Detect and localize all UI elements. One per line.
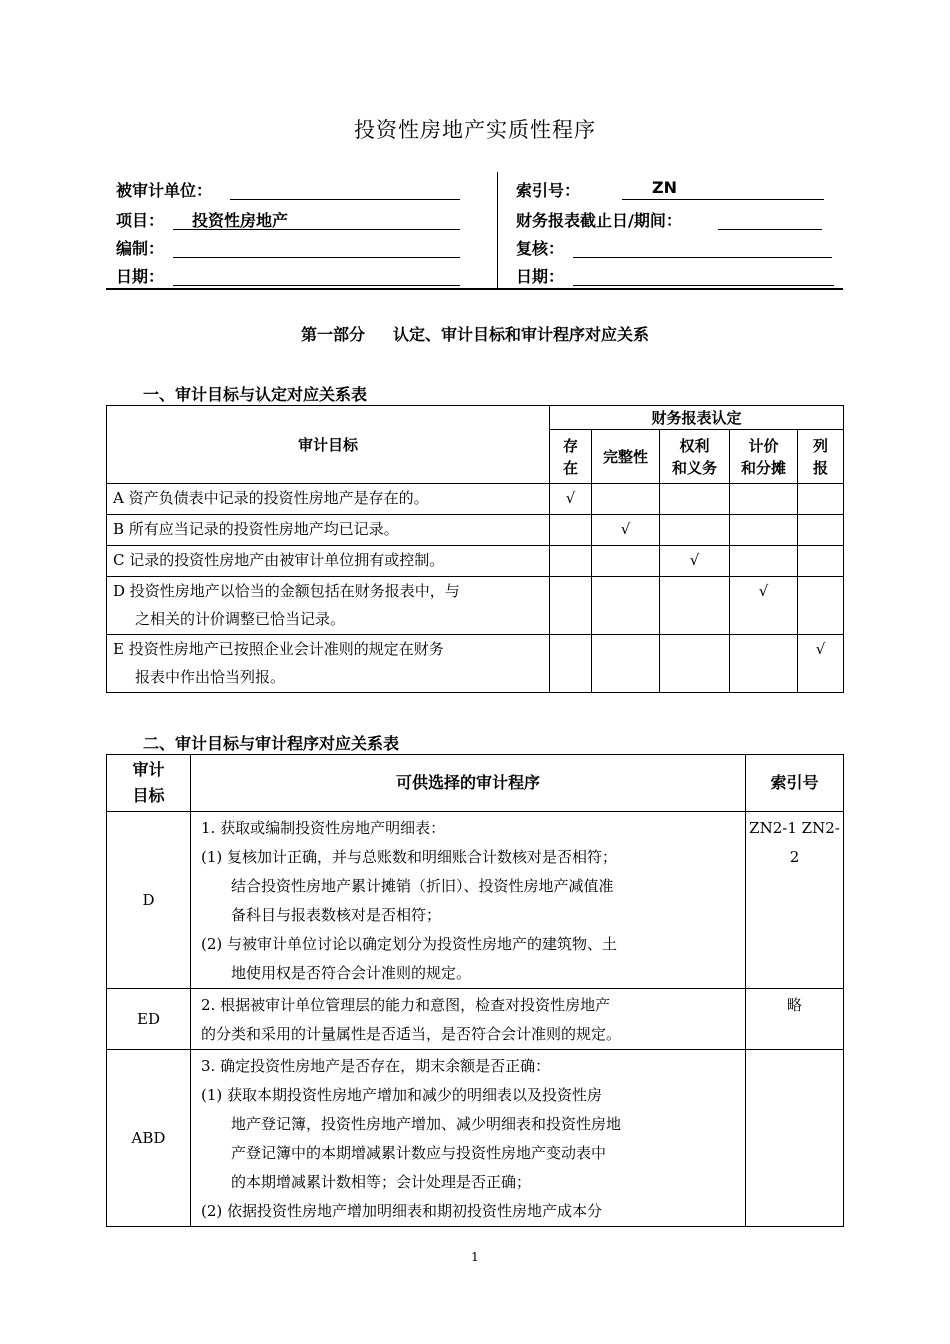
assertion-table: [106, 405, 844, 693]
table-row: [107, 577, 844, 635]
table-row: [107, 812, 844, 989]
date-row-right: [516, 260, 846, 286]
reviewer-row: [516, 232, 846, 258]
period-row: [516, 204, 846, 230]
preparer-field[interactable]: [173, 257, 460, 258]
table-row: [107, 1050, 844, 1227]
check-mark: √: [798, 635, 844, 693]
objective-b: B 所有应当记录的投资性房地产均已记录。: [107, 515, 550, 546]
objective-e: E 投资性房地产已按照企业会计准则的规定在财务 报表中作出恰当列报。: [107, 635, 550, 693]
table-row: [107, 546, 844, 577]
ref-cell: [746, 1050, 844, 1227]
table-row: [107, 635, 844, 693]
date-field-right[interactable]: [573, 285, 834, 286]
section2-title: 二、审计目标与审计程序对应关系表: [143, 734, 400, 753]
index-label: 索引号：: [516, 181, 581, 200]
ref-cell: 略: [746, 989, 844, 1050]
col-completeness: 完整性: [592, 430, 660, 484]
objective-d: D 投资性房地产以恰当的金额包括在财务报表中，与 之相关的计价调整已恰当记录。: [107, 577, 550, 635]
check-mark: √: [730, 577, 798, 635]
preparer-row: [116, 232, 466, 258]
header-divider: [497, 172, 498, 288]
part-number: 第一部分: [300, 325, 365, 344]
auditee-field[interactable]: [230, 199, 460, 200]
procedure-cell: 1. 获取或编制投资性房地产明细表： (1) 复核加计正确，并与总账数和明细账合计数核对是否相符； 结合投资性房地产累计摊销（折旧）、投资性房地产减值准 备科目与报表数核对是否相符； (2) 与被审计单位讨论以确定划分为投资性房地产的建筑物、土 地使用权是否符合会计准则的规定。: [191, 812, 746, 989]
table-row: [107, 989, 844, 1050]
reviewer-field[interactable]: [573, 257, 832, 258]
project-value: 投资性房地产: [192, 211, 289, 230]
col-goal: 审计 目标: [107, 755, 191, 812]
procedure-cell: 3. 确定投资性房地产是否存在，期末余额是否正确： (1) 获取本期投资性房地产增加和减少的明细表以及投资性房 地产登记簿，投资性房地产增加、减少明细表和投资性房地 产登记簿中的本期增减累计数应与投资性房地产变动表中 的本期增减累计数相等；会计处理是否正确； (2) 依据投资性房地产增加明细表和期初投资性房地产成本分: [191, 1050, 746, 1227]
part-heading: 认定、审计目标和审计程序对应关系: [393, 325, 650, 344]
date-label-left: 日期：: [116, 267, 165, 286]
date-field-left[interactable]: [173, 285, 460, 286]
goal-cell: D: [107, 812, 191, 989]
check-mark: √: [550, 484, 592, 515]
col-existence: 存 在: [550, 430, 592, 484]
period-field[interactable]: [718, 229, 822, 230]
check-mark: √: [660, 546, 730, 577]
procedure-cell: 2. 根据被审计单位管理层的能力和意图，检查对投资性房地产 的分类和采用的计量属性是否适当，是否符合会计准则的规定。: [191, 989, 746, 1050]
auditee-label: 被审计单位：: [116, 181, 213, 200]
section1-title: 一、审计目标与认定对应关系表: [143, 385, 368, 404]
date-row-left: [116, 260, 466, 286]
check-mark: √: [592, 515, 660, 546]
col-valuation: 计价 和分摊: [730, 430, 798, 484]
objective-a: A 资产负债表中记录的投资性房地产是存在的。: [107, 484, 550, 515]
table-row: [107, 484, 844, 515]
auditee-row: [116, 174, 466, 200]
project-row: [116, 204, 466, 230]
table-row: [107, 515, 844, 546]
document-title: 投资性房地产实质性程序: [354, 118, 596, 142]
col-procedure: 可供选择的审计程序: [191, 755, 746, 812]
header-block: [106, 172, 843, 290]
reviewer-label: 复核：: [516, 239, 565, 258]
objective-c: C 记录的投资性房地产由被审计单位拥有或控制。: [107, 546, 550, 577]
date-label-right: 日期：: [516, 267, 565, 286]
part-title: [0, 322, 950, 345]
page-number: 1: [471, 1250, 479, 1264]
col-objective: 审计目标: [107, 406, 550, 484]
goal-cell: ABD: [107, 1050, 191, 1227]
index-value: ZN: [652, 178, 677, 197]
procedure-table: [106, 754, 844, 1227]
index-field[interactable]: [622, 199, 824, 200]
project-label: 项目：: [116, 211, 165, 230]
col-assertions-group: 财务报表认定: [550, 406, 844, 430]
col-rights: 权利 和义务: [660, 430, 730, 484]
col-presentation: 列 报: [798, 430, 844, 484]
index-row: [516, 174, 846, 200]
preparer-label: 编制：: [116, 239, 165, 258]
ref-cell: ZN2-1 ZN2-2: [746, 812, 844, 989]
period-label: 财务报表截止日/期间：: [516, 211, 682, 230]
col-ref: 索引号: [746, 755, 844, 812]
goal-cell: ED: [107, 989, 191, 1050]
